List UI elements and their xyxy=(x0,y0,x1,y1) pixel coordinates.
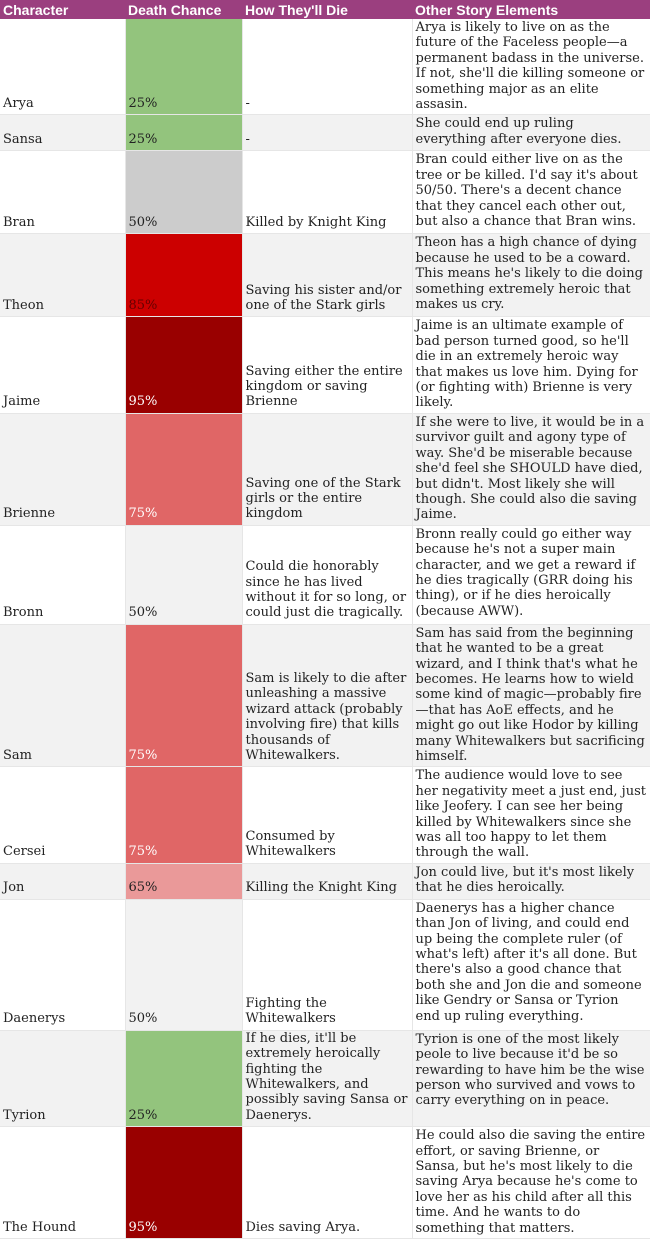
story-cell[interactable]: Arya is likely to live on as the future of the Faceless people—a permanent badass in the universe. If not, she'll die killing someone or something major as an elite assasin. xyxy=(412,19,650,115)
table-row xyxy=(0,1030,650,1126)
story-cell[interactable]: Jaime is an ultimate example of bad person turned good, so he'll die in an extremely heroic way that makes us love him. Dying for (or fighting with) Brienne is very likely. xyxy=(412,317,650,413)
story-cell[interactable]: Bran could either live on as the tree or be killed. I'd say it's about 50/50. There's a decent chance that they cancel each other out, but also a chance that Bran wins. xyxy=(412,151,650,234)
table-body xyxy=(0,19,650,1239)
character-cell[interactable]: Jaime xyxy=(0,317,125,413)
death-chance-cell[interactable]: 95% xyxy=(125,1127,242,1239)
death-chance-cell[interactable]: 25% xyxy=(125,115,242,151)
how-cell[interactable]: Dies saving Arya. xyxy=(242,1127,412,1239)
story-cell[interactable]: Sam has said from the beginning that he wanted to be a great wizard, and I think that's what he becomes. He learns how to wield some kind of magic—probably fire—that has AoE effects, and he might go out like Hodor by killing many Whitewalkers but sacrificing himself. xyxy=(412,624,650,767)
story-cell[interactable]: Tyrion is one of the most likely peole to live because it'd be so rewarding to have him be the wise person who survived and vows to carry everything on in peace. xyxy=(412,1030,650,1126)
story-cell[interactable]: The audience would love to see her negativity meet a just end, just like Jeofery. I can see her being killed by Whitewalkers since she was all too happy to let them through the wall. xyxy=(412,767,650,863)
death-chance-cell[interactable]: 85% xyxy=(125,234,242,317)
character-cell[interactable]: The Hound xyxy=(0,1127,125,1239)
table-row xyxy=(0,151,650,234)
character-cell[interactable]: Cersei xyxy=(0,767,125,863)
death-chance-cell[interactable]: 50% xyxy=(125,525,242,624)
character-cell[interactable]: Theon xyxy=(0,234,125,317)
character-cell[interactable]: Bran xyxy=(0,151,125,234)
table-row xyxy=(0,19,650,115)
how-cell[interactable]: Sam is likely to die after unleashing a massive wizard attack (probably involving fire) that kills thousands of Whitewalkers. xyxy=(242,624,412,767)
table-header xyxy=(0,0,650,19)
table-row xyxy=(0,115,650,151)
how-cell[interactable]: Killed by Knight King xyxy=(242,151,412,234)
how-cell[interactable]: Could die honorably since he has lived without it for so long, or could just die tragically. xyxy=(242,525,412,624)
death-chance-cell[interactable]: 50% xyxy=(125,151,242,234)
death-chance-cell[interactable]: 25% xyxy=(125,19,242,115)
death-chance-cell[interactable]: 65% xyxy=(125,863,242,899)
table-row xyxy=(0,317,650,413)
table-row xyxy=(0,863,650,899)
how-cell[interactable]: Fighting the Whitewalkers xyxy=(242,899,412,1030)
table-row xyxy=(0,1127,650,1239)
character-cell[interactable]: Sansa xyxy=(0,115,125,151)
table-row xyxy=(0,234,650,317)
story-cell[interactable]: Bronn really could go either way because he's not a super main character, and we get a reward if he dies tragically (GRR doing his thing), or if he dies heroically (because AWW). xyxy=(412,525,650,624)
how-cell[interactable]: Killing the Knight King xyxy=(242,863,412,899)
how-cell[interactable]: - xyxy=(242,115,412,151)
death-chance-cell[interactable]: 75% xyxy=(125,624,242,767)
header-character[interactable]: Character xyxy=(0,0,125,19)
death-chance-cell[interactable]: 25% xyxy=(125,1030,242,1126)
table-row xyxy=(0,899,650,1030)
header-how[interactable]: How They'll Die xyxy=(242,0,412,19)
character-cell[interactable]: Arya xyxy=(0,19,125,115)
character-cell[interactable]: Jon xyxy=(0,863,125,899)
how-cell[interactable]: - xyxy=(242,19,412,115)
header-death-chance[interactable]: Death Chance xyxy=(125,0,242,19)
death-chance-cell[interactable]: 95% xyxy=(125,317,242,413)
character-cell[interactable]: Tyrion xyxy=(0,1030,125,1126)
table-row xyxy=(0,525,650,624)
character-cell[interactable]: Bronn xyxy=(0,525,125,624)
how-cell[interactable]: Saving his sister and/or one of the Stark girls xyxy=(242,234,412,317)
table-row xyxy=(0,624,650,767)
story-cell[interactable]: If she were to live, it would be in a survivor guilt and agony type of way. She'd be miserable because she'd feel she SHOULD have died, but didn't. Most likely she will though. She could also die saving Jaime. xyxy=(412,413,650,525)
how-cell[interactable]: Consumed by Whitewalkers xyxy=(242,767,412,863)
story-cell[interactable]: Theon has a high chance of dying because he used to be a coward. This means he's likely to die doing something extremely heroic that makes us cry. xyxy=(412,234,650,317)
how-cell[interactable]: If he dies, it'll be extremely heroically fighting the Whitewalkers, and possibly saving Sansa or Daenerys. xyxy=(242,1030,412,1126)
table-row xyxy=(0,413,650,525)
character-cell[interactable]: Daenerys xyxy=(0,899,125,1030)
table-row xyxy=(0,767,650,863)
story-cell[interactable]: She could end up ruling everything after everyone dies. xyxy=(412,115,650,151)
how-cell[interactable]: Saving either the entire kingdom or saving Brienne xyxy=(242,317,412,413)
character-cell[interactable]: Brienne xyxy=(0,413,125,525)
how-cell[interactable]: Saving one of the Stark girls or the entire kingdom xyxy=(242,413,412,525)
header-other[interactable]: Other Story Elements xyxy=(412,0,650,19)
character-cell[interactable]: Sam xyxy=(0,624,125,767)
death-chance-cell[interactable]: 75% xyxy=(125,413,242,525)
death-chance-cell[interactable]: 50% xyxy=(125,899,242,1030)
story-cell[interactable]: Daenerys has a higher chance than Jon of living, and could end up being the complete ruler (of what's left) after it's all done. But there's also a good chance that both she and Jon die and someone like Gendry or Sansa or Tyrion end up ruling everything. xyxy=(412,899,650,1030)
story-cell[interactable]: Jon could live, but it's most likely that he dies heroically. xyxy=(412,863,650,899)
story-cell[interactable]: He could also die saving the entire effort, or saving Brienne, or Sansa, but he's most likely to die saving Arya because he's come to love her as his child after all this time. And he wants to do something that matters. xyxy=(412,1127,650,1239)
death-chance-cell[interactable]: 75% xyxy=(125,767,242,863)
